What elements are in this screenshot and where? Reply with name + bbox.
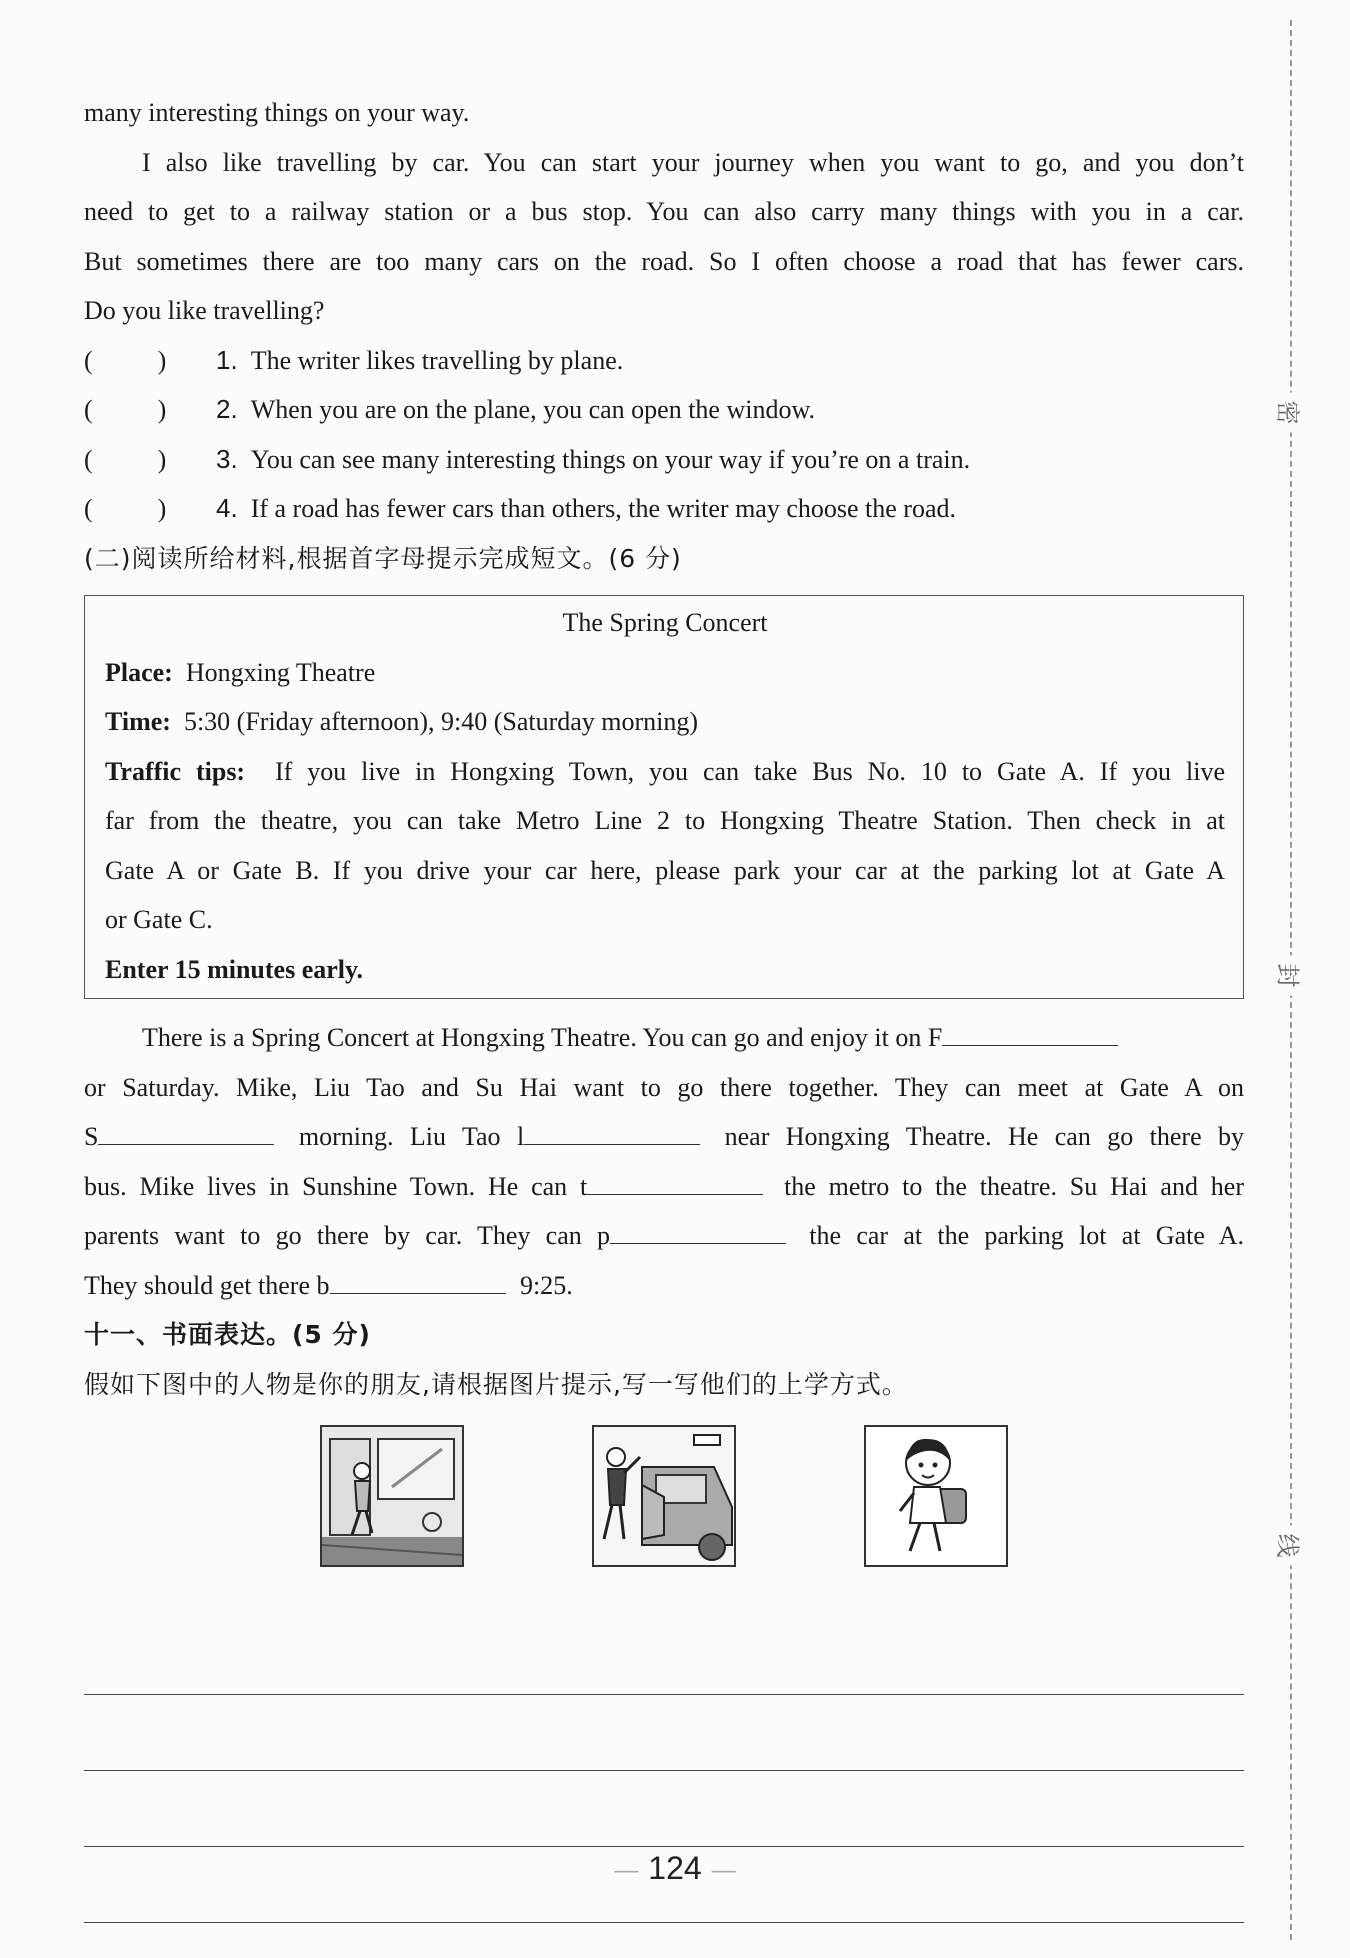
- notice-title: The Spring Concert: [562, 608, 768, 637]
- question-4: [84, 484, 1244, 534]
- side-mark-mi: 密: [1273, 393, 1308, 433]
- cloze-line-6: [84, 1261, 1244, 1311]
- cloze-text: the metro to the theatre. Su Hai and her: [784, 1171, 1244, 1201]
- notice-enter: Enter 15 minutes early.: [105, 954, 364, 984]
- blank-take[interactable]: [587, 1164, 763, 1195]
- question-text: You can see many interesting things on your way if you’re on a train.: [250, 444, 971, 474]
- question-2: [84, 385, 1244, 435]
- train-picture-icon: [320, 1425, 464, 1567]
- question-number: 4.: [216, 493, 238, 523]
- answer-bracket[interactable]: ( ): [84, 345, 167, 375]
- dash-right: —: [711, 1856, 736, 1884]
- notice-box: [84, 595, 1244, 999]
- question-number: 1.: [216, 344, 238, 375]
- answer-bracket[interactable]: ( ): [84, 444, 167, 474]
- cloze-line-2: or Saturday. Mike, Liu Tao and Su Hai want to go there together. They can meet at Gate A on: [84, 1072, 1244, 1102]
- tips-text: If you live in Hongxing Town, you can take Bus No. 10 to Gate A. If you live: [274, 756, 1225, 786]
- notice-tips-line: far from the theatre, you can take Metro Line 2 to Hongxing Theatre Station. Then check in at: [105, 806, 1225, 835]
- worksheet-page: [84, 88, 1244, 1923]
- answer-bracket[interactable]: ( ): [84, 395, 167, 424]
- question-3: [84, 435, 1244, 485]
- writing-instruction: 假如下图中的人物是你的朋友,请根据图片提示,写一写他们的上学方式。: [84, 1369, 908, 1399]
- cloze-line-3: [84, 1112, 1244, 1162]
- cloze-line-1: [84, 1013, 1244, 1063]
- time-label: Time:: [105, 707, 171, 736]
- walking-girl-picture-icon: [864, 1425, 1008, 1567]
- blank-lives[interactable]: [524, 1114, 700, 1145]
- side-mark-feng: 封: [1273, 956, 1308, 996]
- passage-line: need to get to a railway station or a bus stop. You can also carry many things with you in a car.: [84, 197, 1244, 226]
- cloze-text: morning. Liu Tao l: [298, 1122, 525, 1151]
- section-heading: 十一、书面表达。(5 分): [84, 1320, 371, 1349]
- place-label: Place:: [105, 657, 173, 687]
- passage-line: many interesting things on your way.: [84, 98, 470, 127]
- dash-left: —: [614, 1856, 639, 1884]
- section-heading: (二)阅读所给材料,根据首字母提示完成短文。(6 分): [84, 543, 682, 573]
- passage-line: But sometimes there are too many cars on the road. So I often choose a road that has fewer cars.: [84, 246, 1244, 276]
- page-number-text: 124: [648, 1850, 702, 1886]
- blank-saturday[interactable]: [98, 1114, 274, 1145]
- cloze-text: bus. Mike lives in Sunshine Town. He can t: [84, 1171, 588, 1201]
- notice-tips-line: or Gate C.: [105, 905, 213, 934]
- cloze-text: They should get there b: [84, 1270, 330, 1300]
- blank-friday[interactable]: [942, 1015, 1118, 1046]
- taxi-picture-icon: [592, 1425, 736, 1567]
- cloze-text: S: [84, 1122, 99, 1151]
- page-number: [0, 1850, 1350, 1887]
- question-number: 3.: [216, 443, 238, 474]
- writing-line[interactable]: [84, 1619, 1244, 1695]
- question-1: [84, 336, 1244, 386]
- place-value: Hongxing Theatre: [185, 657, 376, 687]
- cloze-line-4: [84, 1162, 1244, 1212]
- passage-line: Do you like travelling?: [84, 296, 325, 325]
- notice-place: [105, 648, 1225, 698]
- writing-line[interactable]: [84, 1771, 1244, 1847]
- blank-before[interactable]: [330, 1263, 506, 1294]
- question-text: When you are on the plane, you can open the window.: [250, 395, 816, 424]
- question-text: If a road has fewer cars than others, the writer may choose the road.: [250, 494, 957, 523]
- cloze-text: near Hongxing Theatre. He can go there by: [724, 1122, 1245, 1151]
- cloze-text: parents want to go there by car. They can p: [84, 1221, 611, 1250]
- notice-tips: [105, 747, 1225, 797]
- time-value: 5:30 (Friday afternoon), 9:40 (Saturday morning): [183, 707, 699, 736]
- cloze-line-5: [84, 1211, 1244, 1261]
- cloze-text: the car at the parking lot at Gate A.: [809, 1221, 1244, 1250]
- tips-label: Traffic tips:: [105, 756, 246, 786]
- notice-time: [105, 697, 1225, 747]
- cloze-text: 9:25.: [520, 1270, 573, 1300]
- question-number: 2.: [216, 394, 238, 424]
- question-text: The writer likes travelling by plane.: [250, 345, 624, 375]
- cloze-text: There is a Spring Concert at Hongxing Theatre. You can go and enjoy it on F: [142, 1023, 943, 1052]
- side-mark-xian: 线: [1273, 1526, 1308, 1566]
- passage-line: I also like travelling by car. You can start your journey when you want to go, and you don’t: [142, 147, 1244, 177]
- blank-park[interactable]: [610, 1213, 786, 1244]
- answer-bracket[interactable]: ( ): [84, 494, 167, 523]
- picture-row: [320, 1425, 1244, 1567]
- notice-tips-line: Gate A or Gate B. If you drive your car here, please park your car at the parking lot at Gate A: [105, 855, 1225, 885]
- writing-line[interactable]: [84, 1695, 1244, 1771]
